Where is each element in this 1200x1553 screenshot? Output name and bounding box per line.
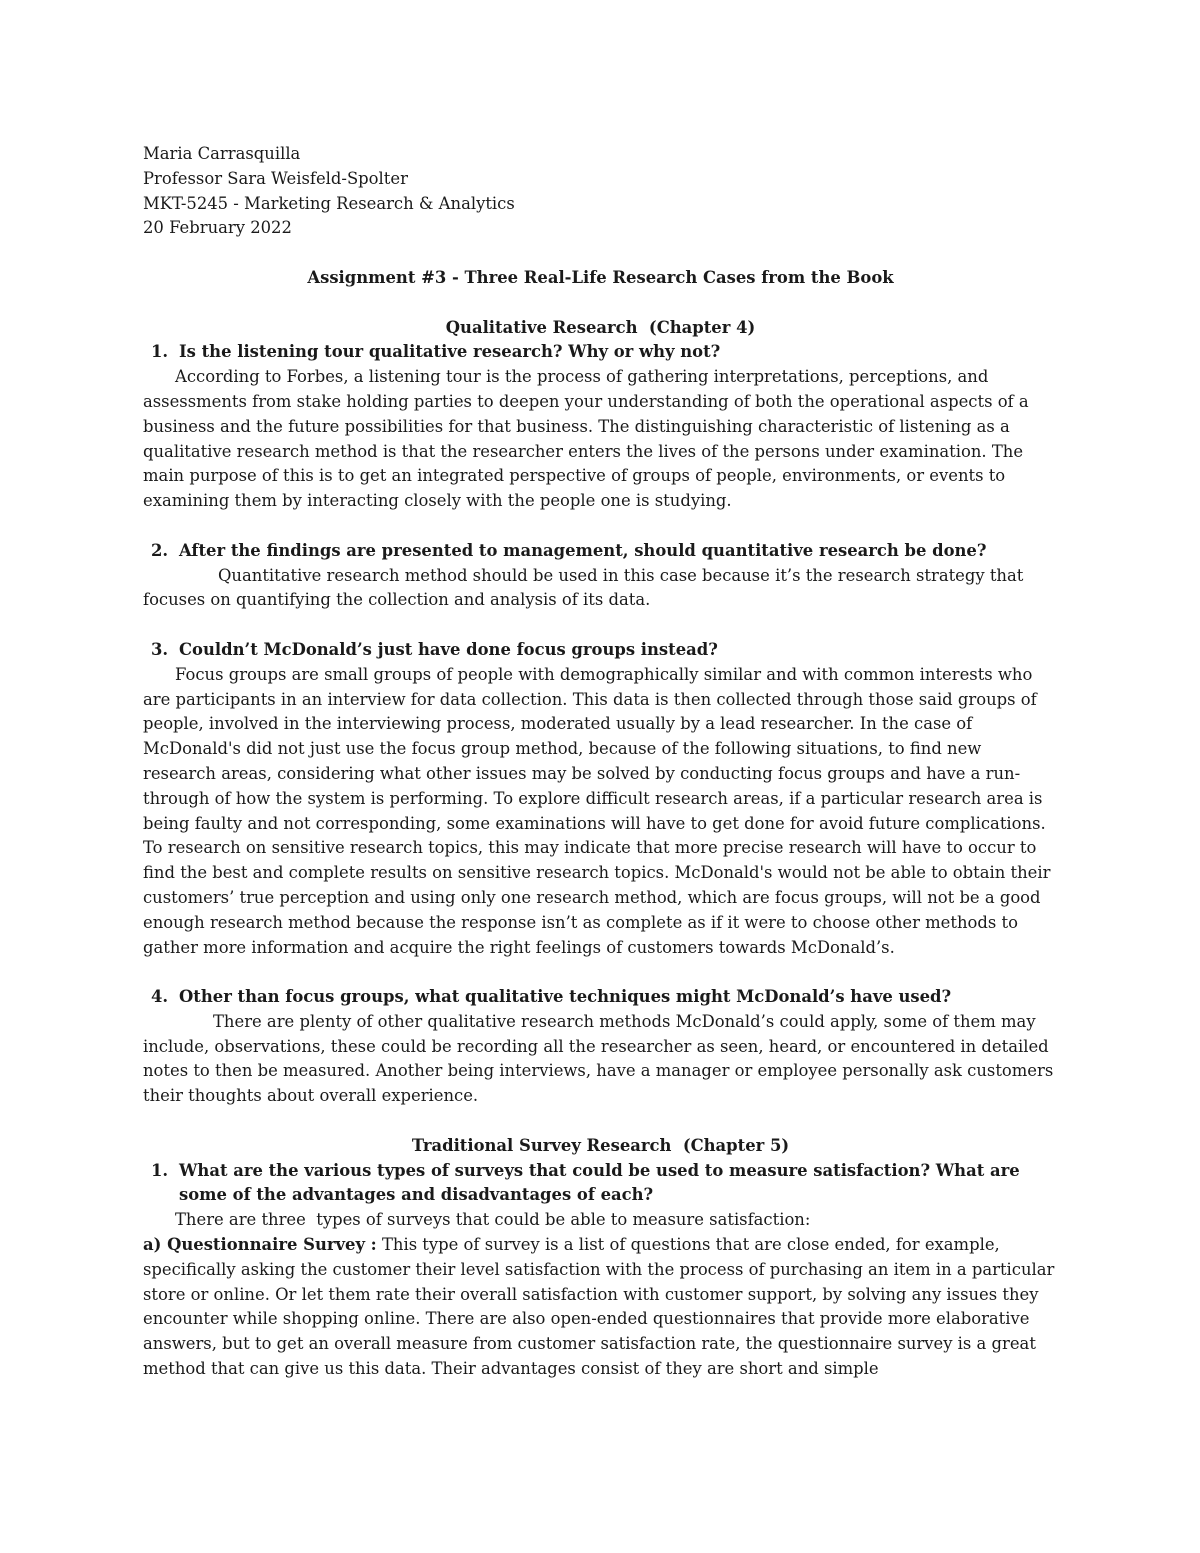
assignment-title: Assignment #3 - Three Real-Life Research Cases from the Book bbox=[307, 267, 894, 287]
survey-question-1 bbox=[143, 1159, 1058, 1209]
question-3 bbox=[143, 638, 1058, 663]
document-body bbox=[143, 142, 1058, 1382]
question-1 bbox=[143, 340, 1058, 365]
answer-2: Quantitative research method should be used in this case because it’s the research strategy that focuses on quantifying the collection and analysis of its data. bbox=[143, 565, 1024, 610]
question-text: Couldn’t McDonald’s just have done focus groups instead? bbox=[179, 639, 718, 659]
survey-item-a bbox=[143, 1233, 1058, 1382]
question-number: 2. bbox=[151, 540, 169, 560]
question-number: 1. bbox=[151, 1160, 169, 1180]
survey-item-a-text: This type of survey is a list of questions that are close ended, for example, specifically asking the customer their level satisfaction with the process of purchasing an item in a particular store or online. Or let them rate their overall satisfaction with customer support, by solving any issues they encounter while shopping online. There are also open-ended questionnaires that provide more elaborative answers, but to get an overall measure from customer satisfaction rate, the questionnaire survey is a great method that can give us this data. Their advantages consist of they are short and simple bbox=[143, 1235, 1055, 1379]
question-number: 3. bbox=[151, 639, 169, 659]
question-text: Is the listening tour qualitative research? Why or why not? bbox=[179, 342, 721, 362]
author-name: Maria Carrasquilla bbox=[143, 144, 301, 163]
section-heading-qualitative: Qualitative Research (Chapter 4) bbox=[445, 317, 756, 337]
question-number: 4. bbox=[151, 987, 169, 1007]
submission-date: 20 February 2022 bbox=[143, 218, 292, 238]
course-name: MKT-5245 - Marketing Research & Analytics bbox=[143, 193, 515, 213]
question-text-line-2: some of the advantages and disadvantages of each? bbox=[179, 1185, 654, 1205]
survey-item-a-label: a) Questionnaire Survey : bbox=[143, 1235, 377, 1255]
question-number: 1. bbox=[151, 342, 169, 362]
answer-3: Focus groups are small groups of people with demographically similar and with common interests who are participants in an interview for data collection. This data is then collected through those said groups of people, involved in the interviewing process, moderated usually by a lead researcher. In the case of McDonald's did not just use the focus group method, because of the following situations, to find new research areas, considering what other issues may be solved by conducting focus groups and have a run-through of how the system is performing. To explore difficult research areas, if a particular research area is being faulty and not corresponding, some examinations will have to get done for avoid future complications. To research on sensitive research topics, this may indicate that more precise research will have to occur to find the best and complete results on sensitive research topics. McDonald's would not be able to obtain their customers’ true perception and using only one research method, which are focus groups, will not be a good enough research method because the response isn’t as complete as if it were to choose other methods to gather more information and acquire the right feelings of customers towards McDonald’s. bbox=[143, 664, 1051, 957]
question-2 bbox=[143, 539, 1058, 564]
survey-intro: There are three types of surveys that could be able to measure satisfaction: bbox=[175, 1210, 811, 1230]
question-text: After the findings are presented to management, should quantitative research be done? bbox=[179, 540, 987, 560]
question-text: Other than focus groups, what qualitative techniques might McDonald’s have used? bbox=[179, 987, 952, 1007]
section-heading-survey: Traditional Survey Research (Chapter 5) bbox=[411, 1135, 790, 1155]
professor-name: Professor Sara Weisfeld-Spolter bbox=[143, 168, 408, 188]
question-text-line-1: What are the various types of surveys that could be used to measure satisfaction? What are bbox=[179, 1160, 1020, 1180]
answer-1: According to Forbes, a listening tour is the process of gathering interpretations, perceptions, and assessments from stake holding parties to deepen your understanding of both the operational aspects of a business and the future possibilities for that business. The distinguishing characteristic of listening as a qualitative research method is that the researcher enters the lives of the persons under examination. The main purpose of this is to get an integrated perspective of groups of people, environments, or events to examining them by interacting closely with the people one is studying. bbox=[143, 367, 1029, 511]
question-4 bbox=[143, 985, 1058, 1010]
answer-4: There are plenty of other qualitative research methods McDonald’s could apply, some of them may include, observations, these could be recording all the researcher as seen, heard, or encountered in detailed notes to then be measured. Another being interviews, have a manager or employee personally ask customers their thoughts about overall experience. bbox=[143, 1011, 1054, 1106]
